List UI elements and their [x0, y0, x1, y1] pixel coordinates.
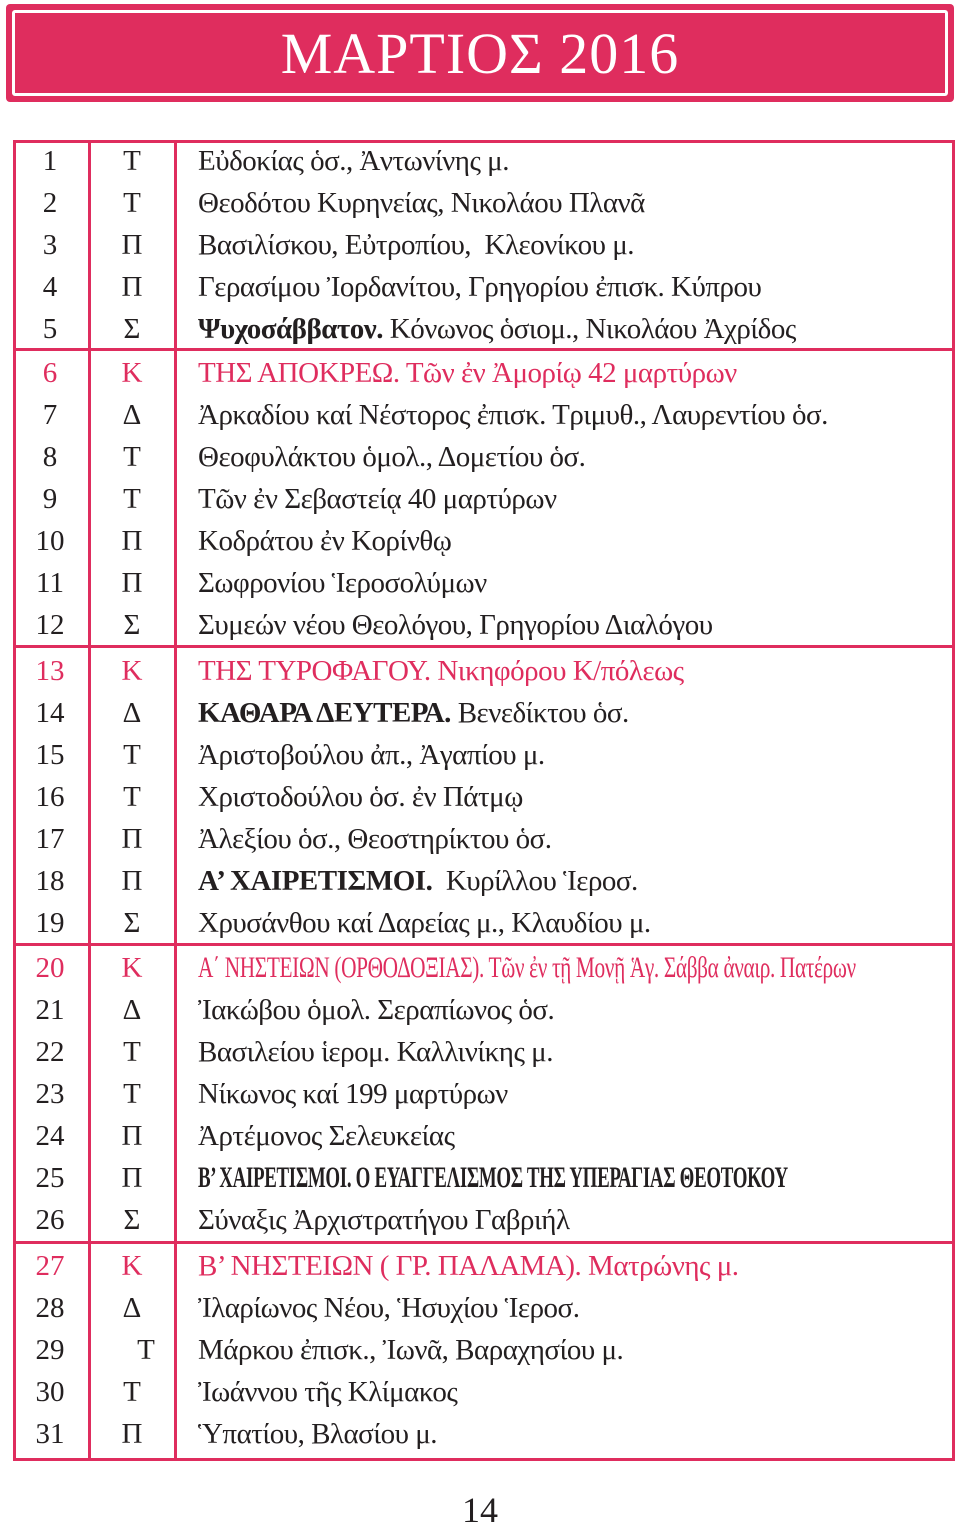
day-number: 22 — [35, 1036, 65, 1068]
weekday-letter: Τ — [123, 145, 141, 177]
month-title: ΜΑΡΤΙΟΣ 2016 — [280, 21, 680, 86]
feast-text: Β’ ΝΗΣΤΕΙΩΝ ( ΓΡ. ΠΑΛΑΜΑ). Ματρώνης μ. — [198, 1250, 739, 1282]
weekday-letter: Π — [121, 1120, 143, 1152]
calendar-row — [0, 902, 960, 944]
week-divider-4 — [13, 1241, 955, 1244]
feast-description — [198, 650, 950, 692]
weekday-letter: Δ — [122, 399, 142, 431]
feast-text: Θεοφυλάκτου ὁμολ., Δομετίου ὁσ. — [198, 441, 586, 473]
calendar-row — [0, 394, 960, 436]
calendar-row — [0, 1157, 960, 1199]
feast-description — [198, 1115, 950, 1157]
calendar-row — [0, 818, 960, 860]
weekday-letter: Τ — [123, 739, 141, 771]
day-number: 21 — [35, 994, 65, 1026]
feast-text: Ἀριστοβούλου ἀπ., Ἀγαπίου μ. — [198, 739, 545, 771]
calendar-row — [0, 1329, 960, 1371]
feast-description — [198, 266, 950, 308]
weekday-letter: Π — [121, 1418, 143, 1450]
calendar-row — [0, 776, 960, 818]
calendar-row — [0, 352, 960, 394]
feast-description — [198, 520, 950, 562]
feast-description — [198, 394, 950, 436]
day-number: 29 — [35, 1334, 65, 1366]
feast-description — [198, 436, 950, 478]
day-number: 2 — [42, 187, 58, 219]
calendar-row — [0, 478, 960, 520]
calendar-row — [0, 224, 960, 266]
weekday-letter: Τ — [123, 441, 141, 473]
feast-text: Σωφρονίου Ἱεροσολύμων — [198, 567, 487, 599]
feast-text: Ἀρτέμονος Σελευκείας — [198, 1120, 455, 1152]
day-number: 23 — [35, 1078, 65, 1110]
day-number: 24 — [35, 1120, 65, 1152]
feast-description — [198, 1199, 950, 1241]
weekday-letter: Τ — [123, 187, 141, 219]
feast-highlight: Α’ ΧΑΙΡΕΤΙΣΜΟΙ. — [198, 865, 433, 897]
feast-description — [198, 1031, 950, 1073]
weekday-letter: Τ — [123, 483, 141, 515]
feast-text: Ἀλεξίου ὁσ., Θεοστηρίκτου ὁσ. — [198, 823, 552, 855]
weekday-letter: Σ — [123, 1204, 141, 1236]
day-number: 8 — [42, 441, 58, 473]
feast-text: Κυρίλλου Ἱεροσ. — [432, 865, 638, 897]
feast-text: Εὐδοκίας ὁσ., Ἀντωνίνης μ. — [198, 145, 509, 177]
day-number: 7 — [42, 399, 58, 431]
calendar-row — [0, 308, 960, 350]
feast-text: Κόνωνος ὁσιομ., Νικολάου Ἀχρίδος — [383, 313, 796, 345]
weekday-letter: Τ — [123, 1036, 141, 1068]
feast-text: Γερασίμου Ἰορδανίτου, Γρηγορίου ἐπισκ. Κύπρου — [198, 271, 762, 303]
weekday-letter: Κ — [121, 952, 143, 984]
weekday-letter: Π — [121, 271, 143, 303]
feast-description — [198, 1413, 950, 1455]
feast-description — [198, 140, 950, 182]
calendar-row — [0, 182, 960, 224]
feast-description — [198, 947, 950, 989]
calendar-row — [0, 604, 960, 646]
feast-text: Κοδράτου ἐν Κορίνθῳ — [198, 525, 452, 557]
calendar-row — [0, 1073, 960, 1115]
calendar-row — [0, 1031, 960, 1073]
feast-text: ΤΗΣ ΑΠΟΚΡΕΩ. Τῶν ἐν Ἀμορίῳ 42 μαρτύρων — [198, 357, 737, 389]
weekday-letter: Σ — [123, 313, 141, 345]
feast-description — [198, 902, 950, 944]
feast-text: Σύναξις Ἀρχιστρατήγου Γαβριήλ — [198, 1204, 570, 1236]
day-number: 12 — [35, 609, 65, 641]
weekday-letter: Τ — [123, 1376, 141, 1408]
feast-description — [198, 734, 950, 776]
day-number: 4 — [42, 271, 58, 303]
feast-description — [198, 604, 950, 646]
feast-highlight: Β’ ΧΑΙΡΕΤΙΣΜΟΙ. Ο ΕΥΑΓΓΕΛΙΣΜΟΣ ΤΗΣ ΥΠΕΡΑΓΙΑΣ ΘΕΟΤΟΚΟΥ — [198, 1161, 788, 1194]
feast-text: Χριστοδούλου ὁσ. ἐν Πάτμῳ — [198, 781, 523, 813]
month-header-banner — [6, 4, 954, 102]
feast-description — [198, 776, 950, 818]
day-number: 15 — [35, 739, 65, 771]
feast-description — [198, 352, 950, 394]
feast-description — [198, 308, 950, 350]
day-number: 20 — [35, 952, 65, 984]
weekday-letter: Σ — [123, 907, 141, 939]
day-number: 10 — [35, 525, 65, 557]
feast-text: Θεοδότου Κυρηνείας, Νικολάου Πλανᾶ — [198, 187, 645, 219]
calendar-row — [0, 562, 960, 604]
day-number: 3 — [42, 229, 58, 261]
feast-text: Ἰωάννου τῆς Κλίμακος — [198, 1376, 458, 1408]
feast-description — [198, 182, 950, 224]
feast-description — [198, 478, 950, 520]
feast-text: ΤΗΣ ΤΥΡΟΦΑΓΟΥ. Νικηφόρου Κ/πόλεως — [198, 655, 684, 687]
day-number: 26 — [35, 1204, 65, 1236]
feast-text: Συμεών νέου Θεολόγου, Γρηγορίου Διαλόγου — [198, 609, 713, 641]
weekday-letter: Κ — [121, 357, 143, 389]
day-number: 28 — [35, 1292, 65, 1324]
calendar-row — [0, 1245, 960, 1287]
day-number: 13 — [35, 655, 65, 687]
weekday-letter: Τ — [123, 1078, 141, 1110]
day-number: 17 — [35, 823, 65, 855]
calendar-row — [0, 947, 960, 989]
feast-text: Ἰακώβου ὁμολ. Σεραπίωνος ὁσ. — [198, 994, 555, 1026]
feast-description — [198, 224, 950, 266]
calendar-row — [0, 1371, 960, 1413]
calendar-row — [0, 1413, 960, 1455]
feast-highlight: Ψυχοσάββατον. — [198, 313, 384, 345]
feast-description — [198, 1157, 950, 1199]
feast-text: Βασιλίσκου, Εὐτροπίου, Κλεονίκου μ. — [198, 229, 635, 261]
weekday-letter: Κ — [121, 655, 143, 687]
calendar-row — [0, 1115, 960, 1157]
feast-text: Νίκωνος καί 199 μαρτύρων — [198, 1078, 508, 1110]
feast-highlight: ΚΑΘΑΡΑ ΔΕΥΤΕΡΑ. — [198, 697, 451, 729]
day-number: 27 — [35, 1250, 65, 1282]
calendar-row — [0, 989, 960, 1031]
calendar-row — [0, 650, 960, 692]
feast-text: Βασιλείου ἱερομ. Καλλινίκης μ. — [198, 1036, 553, 1068]
day-number: 11 — [36, 567, 64, 599]
feast-text: Χρυσάνθου καί Δαρείας μ., Κλαυδίου μ. — [198, 907, 651, 939]
day-number: 18 — [35, 865, 65, 897]
day-number: 1 — [42, 145, 58, 177]
calendar-row — [0, 860, 960, 902]
weekday-letter: Π — [121, 865, 143, 897]
calendar-row — [0, 1199, 960, 1241]
feast-description — [198, 818, 950, 860]
day-number: 14 — [35, 697, 65, 729]
weekday-letter: Π — [121, 525, 143, 557]
weekday-letter: Δ — [122, 1292, 142, 1324]
calendar-row — [0, 436, 960, 478]
day-number: 31 — [35, 1418, 65, 1450]
calendar-row — [0, 520, 960, 562]
weekday-letter: Τ — [123, 781, 141, 813]
weekday-letter: Π — [121, 1162, 143, 1194]
feast-description — [198, 1371, 950, 1413]
day-number: 30 — [35, 1376, 65, 1408]
calendar-row — [0, 1287, 960, 1329]
feast-text: Μάρκου ἐπισκ., Ἰωνᾶ, Βαραχησίου μ. — [198, 1334, 624, 1366]
feast-description — [198, 692, 950, 734]
calendar-row — [0, 266, 960, 308]
feast-description — [198, 1245, 950, 1287]
feast-description — [198, 860, 950, 902]
feast-text: Βενεδίκτου ὁσ. — [450, 697, 629, 729]
weekday-letter: Δ — [122, 697, 142, 729]
feast-description — [198, 1329, 950, 1371]
page-number: 14 — [462, 1490, 498, 1530]
weekday-letter: Π — [121, 567, 143, 599]
weekday-letter: Π — [121, 229, 143, 261]
feast-text: Α΄ ΝΗΣΤΕΙΩΝ (ΟΡΘΟΔΟΞΙΑΣ). Τῶν ἐν τῇ Μονῇ Ἁγ. Σάββα ἀναιρ. Πατέρων — [198, 951, 856, 984]
table-border-bottom — [13, 1458, 955, 1461]
feast-description — [198, 1287, 950, 1329]
day-number: 9 — [42, 483, 58, 515]
feast-description — [198, 562, 950, 604]
day-number: 25 — [35, 1162, 65, 1194]
feast-description — [198, 989, 950, 1031]
weekday-letter: Δ — [122, 994, 142, 1026]
weekday-letter: Π — [121, 823, 143, 855]
feast-text: Τῶν ἐν Σεβαστείᾳ 40 μαρτύρων — [198, 483, 557, 515]
weekday-letter: Σ — [123, 609, 141, 641]
feast-text: Ἰλαρίωνος Νέου, Ἡσυχίου Ἱεροσ. — [198, 1292, 580, 1324]
feast-description — [198, 1073, 950, 1115]
calendar-row — [0, 734, 960, 776]
weekday-letter: Κ — [121, 1250, 143, 1282]
weekday-letter: Τ — [137, 1334, 155, 1366]
day-number: 19 — [35, 907, 65, 939]
day-number: 5 — [42, 313, 58, 345]
feast-text: Ἀρκαδίου καί Νέστορος ἐπισκ. Τριμυθ., Λαυρεντίου ὁσ. — [198, 399, 828, 431]
day-number: 16 — [35, 781, 65, 813]
calendar-row — [0, 140, 960, 182]
calendar-row — [0, 692, 960, 734]
feast-text: Ὑπατίου, Βλασίου μ. — [198, 1418, 438, 1450]
day-number: 6 — [42, 357, 58, 389]
